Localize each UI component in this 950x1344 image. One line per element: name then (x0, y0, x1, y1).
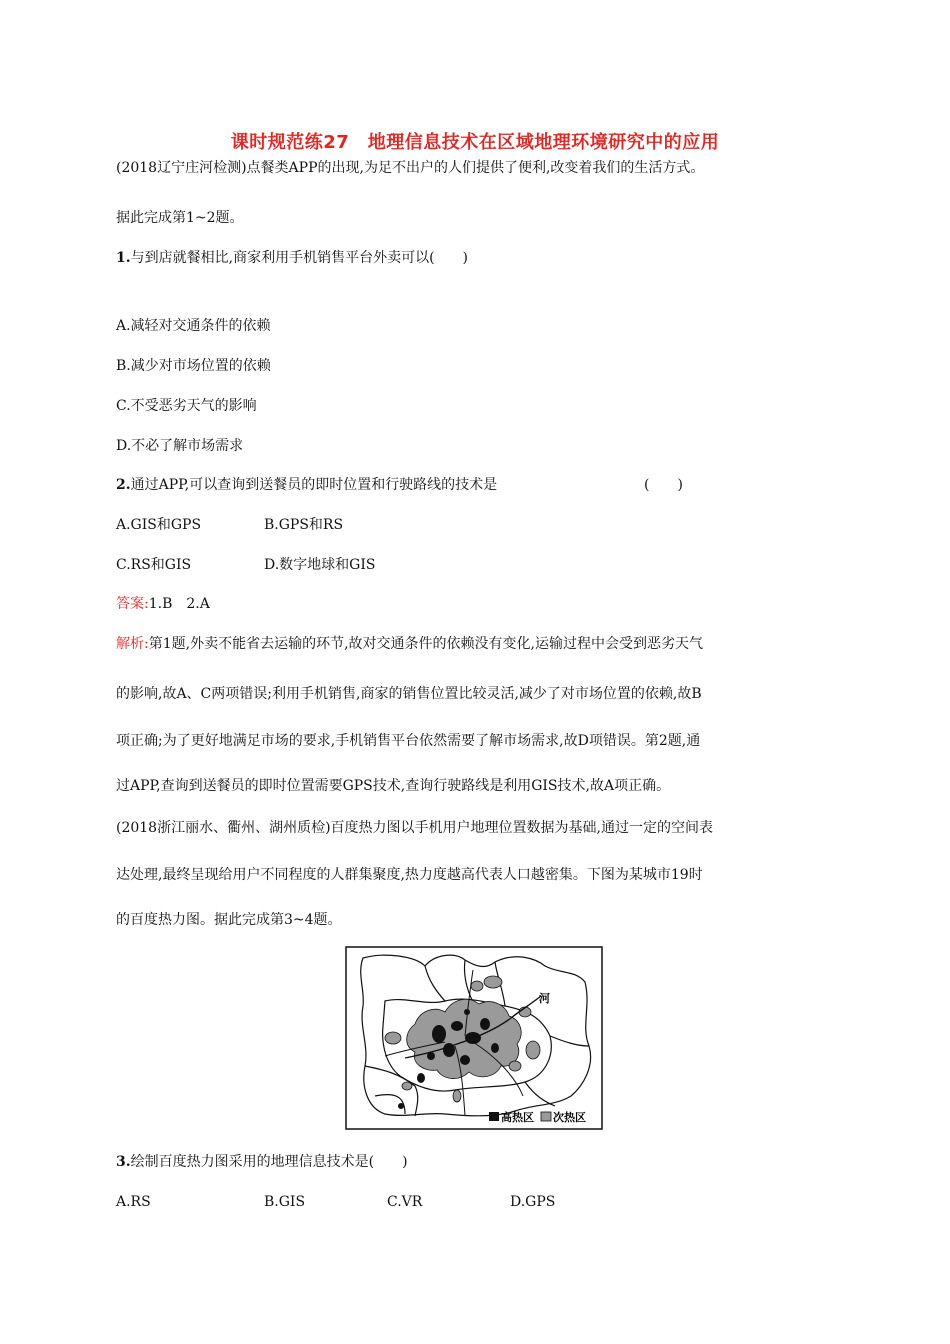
page-title: 课时规范练27 地理信息技术在区域地理环境研究中的应用 (230, 132, 720, 153)
legend-high-label: 高热区 (501, 1111, 534, 1124)
q3-option-b: B.GIS (264, 1194, 306, 1210)
q1-option-b: B.减少对市场位置的依赖 (116, 358, 271, 374)
question-1 (116, 248, 468, 268)
question-1-stem: 与到店就餐相比,商家利用手机销售平台外卖可以( ) (130, 250, 468, 266)
question-3-number: 3. (116, 1154, 131, 1170)
q2-option-c: C.RS和GIS (116, 557, 192, 573)
legend-secondary-swatch (541, 1112, 551, 1121)
analysis-line-3: 项正确;为了更好地满足市场的要求,手机销售平台依然需要了解市场需求,故D项错误。第2题,通 (116, 733, 701, 749)
intro-2-line-3: 的百度热力图。据此完成第3~4题。 (116, 912, 342, 928)
analysis-line-4: 过APP,查询到送餐员的即时位置需要GPS技术,查询行驶路线是利用GIS技术,故A项正确。 (116, 778, 671, 794)
answer-text: 1.B 2.A (148, 596, 210, 612)
question-2-stem: 通过APP,可以查询到送餐员的即时位置和行驶路线的技术是 (130, 477, 498, 493)
intro-2-line-1: (2018浙江丽水、衢州、湖州质检)百度热力图以手机用户地理位置数据为基础,通过一定的空间表 (116, 820, 714, 836)
question-3-stem: 绘制百度热力图采用的地理信息技术是( ) (130, 1154, 408, 1170)
q1-option-d: D.不必了解市场需求 (116, 438, 244, 454)
analysis-line-2: 的影响,故A、C两项错误;利用手机销售,商家的销售位置比较灵活,减少了对市场位置的依赖,故B (116, 686, 702, 702)
analysis-text-1: 第1题,外卖不能省去运输的环节,故对交通条件的依赖没有变化,运输过程中会受到恶劣天气 (148, 636, 703, 652)
heat-map-figure (345, 946, 603, 1130)
analysis-label: 解析: (116, 636, 149, 652)
q3-option-c: C.VR (387, 1194, 423, 1210)
answer-label: 答案: (116, 596, 149, 612)
question-2-paren: ( ) (644, 477, 683, 493)
question-3 (116, 1152, 408, 1172)
answer-line (116, 594, 210, 614)
river-label: 河 (539, 992, 550, 1005)
analysis-line-1 (116, 634, 703, 654)
intro-2-line-2: 达处理,最终呈现给用户不同程度的人群集聚度,热力度越高代表人口越密集。下图为某城市19时 (116, 867, 703, 883)
legend-secondary-label: 次热区 (553, 1111, 586, 1124)
q3-option-a: A.RS (116, 1194, 151, 1210)
q2-option-b: B.GPS和RS (264, 517, 344, 533)
q1-option-a: A.减轻对交通条件的依赖 (116, 318, 271, 334)
question-2 (116, 475, 497, 495)
q1-option-c: C.不受恶劣天气的影响 (116, 398, 257, 414)
question-2-number: 2. (116, 477, 131, 493)
intro-1-line-2: 据此完成第1~2题。 (116, 210, 244, 226)
q3-option-d: D.GPS (510, 1194, 556, 1210)
legend-high-swatch (489, 1112, 499, 1121)
q2-option-d: D.数字地球和GIS (264, 557, 376, 573)
intro-1-line-1: (2018辽宁庄河检测)点餐类APP的出现,为足不出户的人们提供了便利,改变着我们的生活方式。 (116, 160, 705, 176)
question-1-number: 1. (116, 250, 131, 266)
q2-option-a: A.GIS和GPS (116, 517, 202, 533)
